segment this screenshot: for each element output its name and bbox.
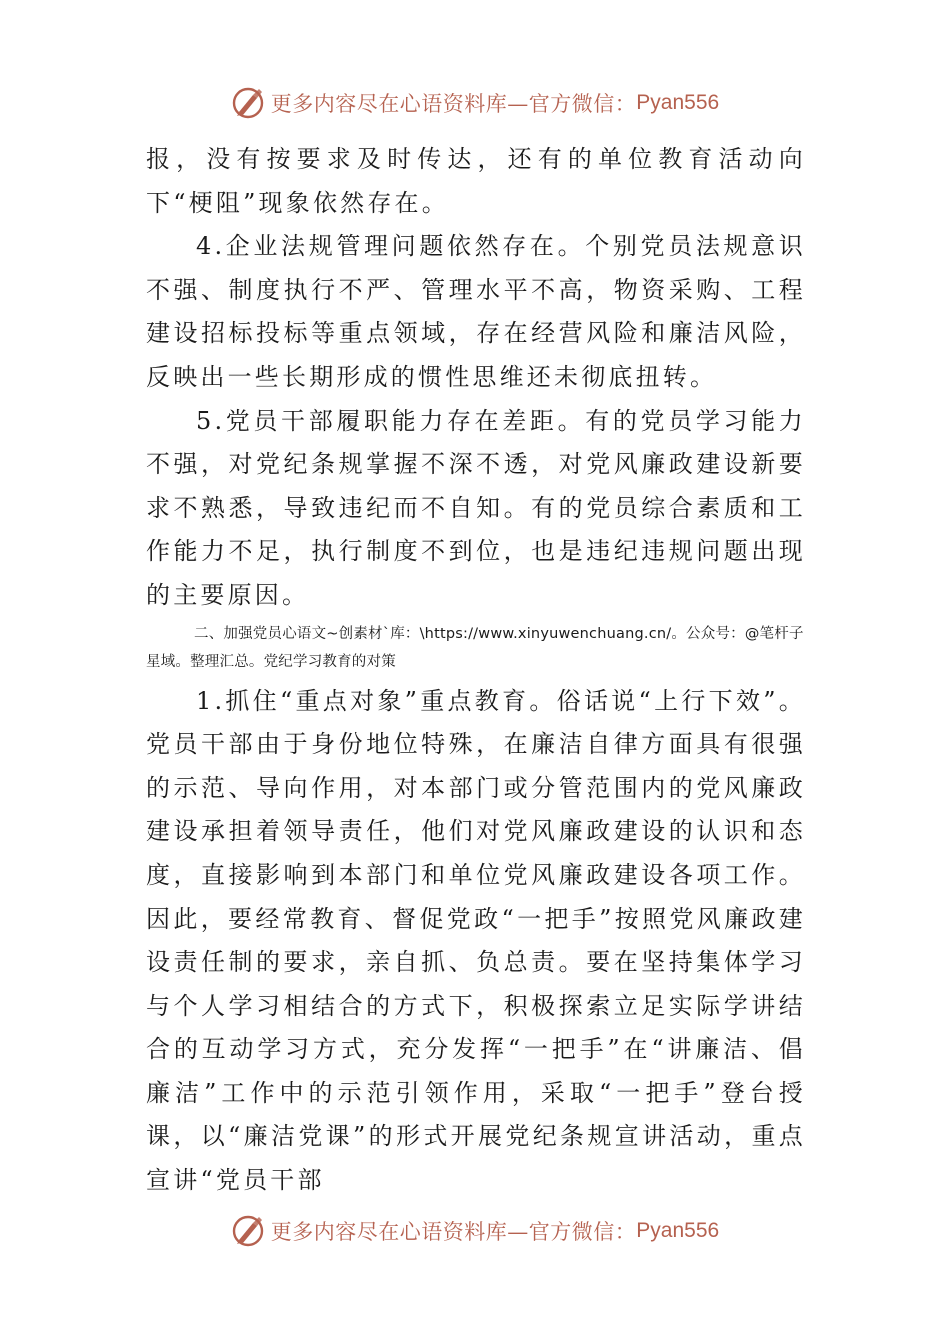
- banner-wechat-id: Pyan556: [636, 1219, 720, 1242]
- footer-banner: [0, 1206, 950, 1256]
- paragraph-point-5: 5.党员干部履职能力存在差距。有的党员学习能力不强，对党纪条规掌握不深不透，对党风廉政建设新要求不熟悉，导致违纪而不自知。有的党员综合素质和工作能力不足，执行制度不到位，也是违纪违规问题出现的主要原因。: [146, 406, 806, 609]
- banner-wechat-id: Pyan556: [636, 91, 720, 114]
- banner-text: 更多内容尽在心语资料库—官方微信：: [270, 92, 637, 116]
- section-heading: 二、加强党员心语文~创素材`库：\https://www.xinyuwenchuang.cn/。公众号：@笔杆子星域。整理汇总。党纪学习教育的对策: [146, 625, 804, 670]
- paragraph-point-4: 4.企业法规管理问题依然存在。个别党员法规意识不强、制度执行不严、管理水平不高，物资采购、工程建设招标投标等重点领域，存在经营风险和廉洁风险，反映出一些长期形成的惯性思维还未彻底扭转。: [146, 232, 806, 391]
- banner-text: 更多内容尽在心语资料库—官方微信：: [270, 1220, 637, 1244]
- pen-logo-icon: [231, 85, 267, 121]
- header-banner: [0, 78, 950, 128]
- paragraph-continued: 报，没有按要求及时传达，还有的单位教育活动向下“梗阻”现象依然存在。: [146, 145, 806, 217]
- pen-logo-icon: [231, 1213, 267, 1249]
- paragraph-countermeasure-1: 1.抓住“重点对象”重点教育。俗话说“上行下效”。党员干部由于身份地位特殊，在廉洁自律方面具有很强的示范、导向作用，对本部门或分管范围内的党风廉政建设承担着领导责任，他们对党风廉政建设的认识和态度，直接影响到本部门和单位党风廉政建设各项工作。因此，要经常教育、督促党政“一把手”按照党风廉政建设责任制的要求，亲自抓、负总责。要在坚持集体学习与个人学习相结合的方式下，积极探索立足实际学讲结合的互动学习方式，充分发挥“一把手”在“讲廉洁、倡廉洁”工作中的示范引领作用，采取“一把手”登台授课，以“廉洁党课”的形式开展党纪条规宣讲活动，重点宣讲“党员干部: [146, 686, 806, 1195]
- document-body: [146, 138, 806, 1203]
